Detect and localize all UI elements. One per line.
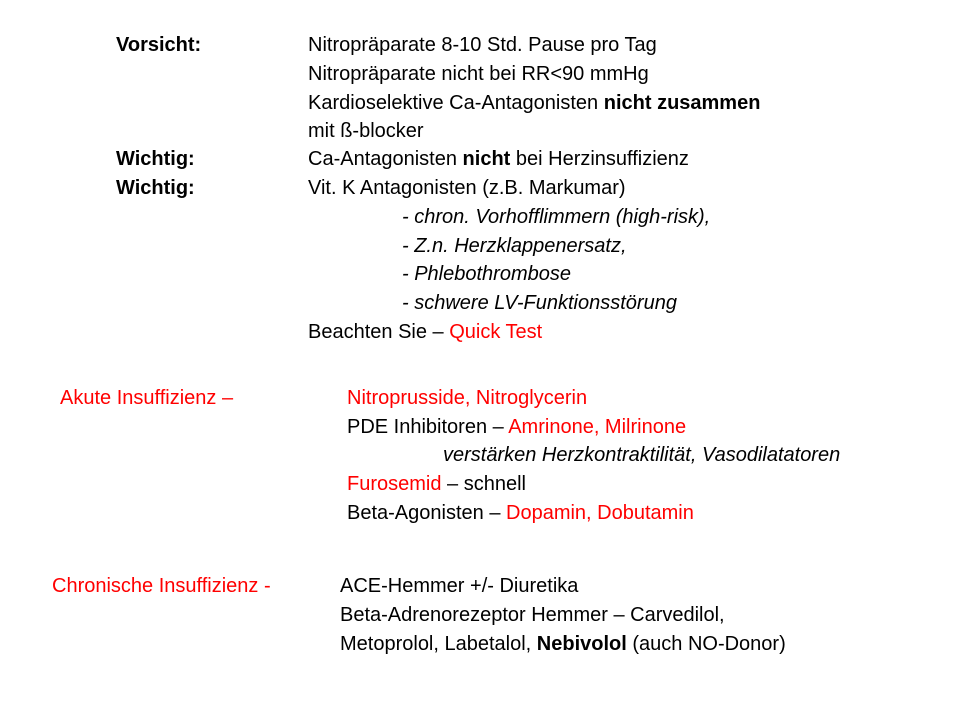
chronische-line-1: ACE-Hemmer +/- Diuretika [340, 575, 579, 597]
akute-line-1: Nitroprusside, Nitroglycerin [347, 387, 588, 409]
chronische-label: Chronische Insuffizienz - [52, 575, 271, 597]
akute-line2-red: Amrinone, Milrinone [508, 416, 687, 438]
wichtig-label-1: Wichtig: [116, 148, 195, 170]
akute-line2-pre: PDE Inhibitoren – [347, 416, 509, 438]
akute-line-5 [347, 501, 694, 525]
kardio-line [308, 91, 760, 115]
wichtig1-pre: Ca-Antagonisten [308, 148, 463, 170]
wichtig1-post: bei Herzinsuffizienz [510, 148, 689, 170]
indication-item-3: - Phlebothrombose [402, 263, 571, 285]
wichtig-line-2: Vit. K Antagonisten (z.B. Markumar) [308, 177, 626, 199]
indication-item-1: - chron. Vorhofflimmern (high-risk), [402, 206, 711, 228]
vorsicht-line-1: Nitropräparate 8-10 Std. Pause pro Tag [308, 34, 657, 56]
wichtig-line-1 [308, 147, 689, 171]
akute-line4-red: Furosemid [347, 473, 442, 495]
beachten-text: Beachten Sie – [308, 321, 450, 343]
vorsicht-label: Vorsicht: [116, 34, 202, 56]
akute-line5-red: Dopamin, Dobutamin [506, 502, 694, 524]
quick-test: Quick Test [449, 321, 543, 343]
chronische-line3-post: (auch NO-Donor) [626, 633, 786, 655]
kardio-bold: nicht zusammen [603, 92, 761, 114]
vorsicht-line-2: Nitropräparate nicht bei RR<90 mmHg [308, 63, 649, 85]
wichtig1-bold: nicht [462, 148, 511, 170]
akute-line4-post: – schnell [441, 473, 526, 495]
indication-item-2: - Z.n. Herzklappenersatz, [402, 235, 627, 257]
akute-line-4 [347, 472, 526, 496]
indication-item-4: - schwere LV-Funktionsstörung [402, 292, 677, 314]
kardio-text: Kardioselektive Ca-Antagonisten [308, 92, 604, 114]
akute-line5-pre: Beta-Agonisten – [347, 502, 506, 524]
akute-line-2 [347, 415, 686, 439]
akute-label: Akute Insuffizienz – [60, 387, 234, 409]
chronische-line-2: Beta-Adrenorezeptor Hemmer – Carvedilol, [340, 604, 725, 626]
akute-line-3: verstärken Herzkontraktilität, Vasodilatatoren [443, 444, 841, 466]
beachten-line [308, 320, 542, 344]
nebivolol: Nebivolol [536, 633, 627, 655]
chronische-line-3 [340, 632, 786, 656]
chronische-line3-pre: Metoprolol, Labetalol, [340, 633, 537, 655]
kardio-continuation: mit ß-blocker [308, 120, 424, 142]
wichtig-label-2: Wichtig: [116, 177, 195, 199]
